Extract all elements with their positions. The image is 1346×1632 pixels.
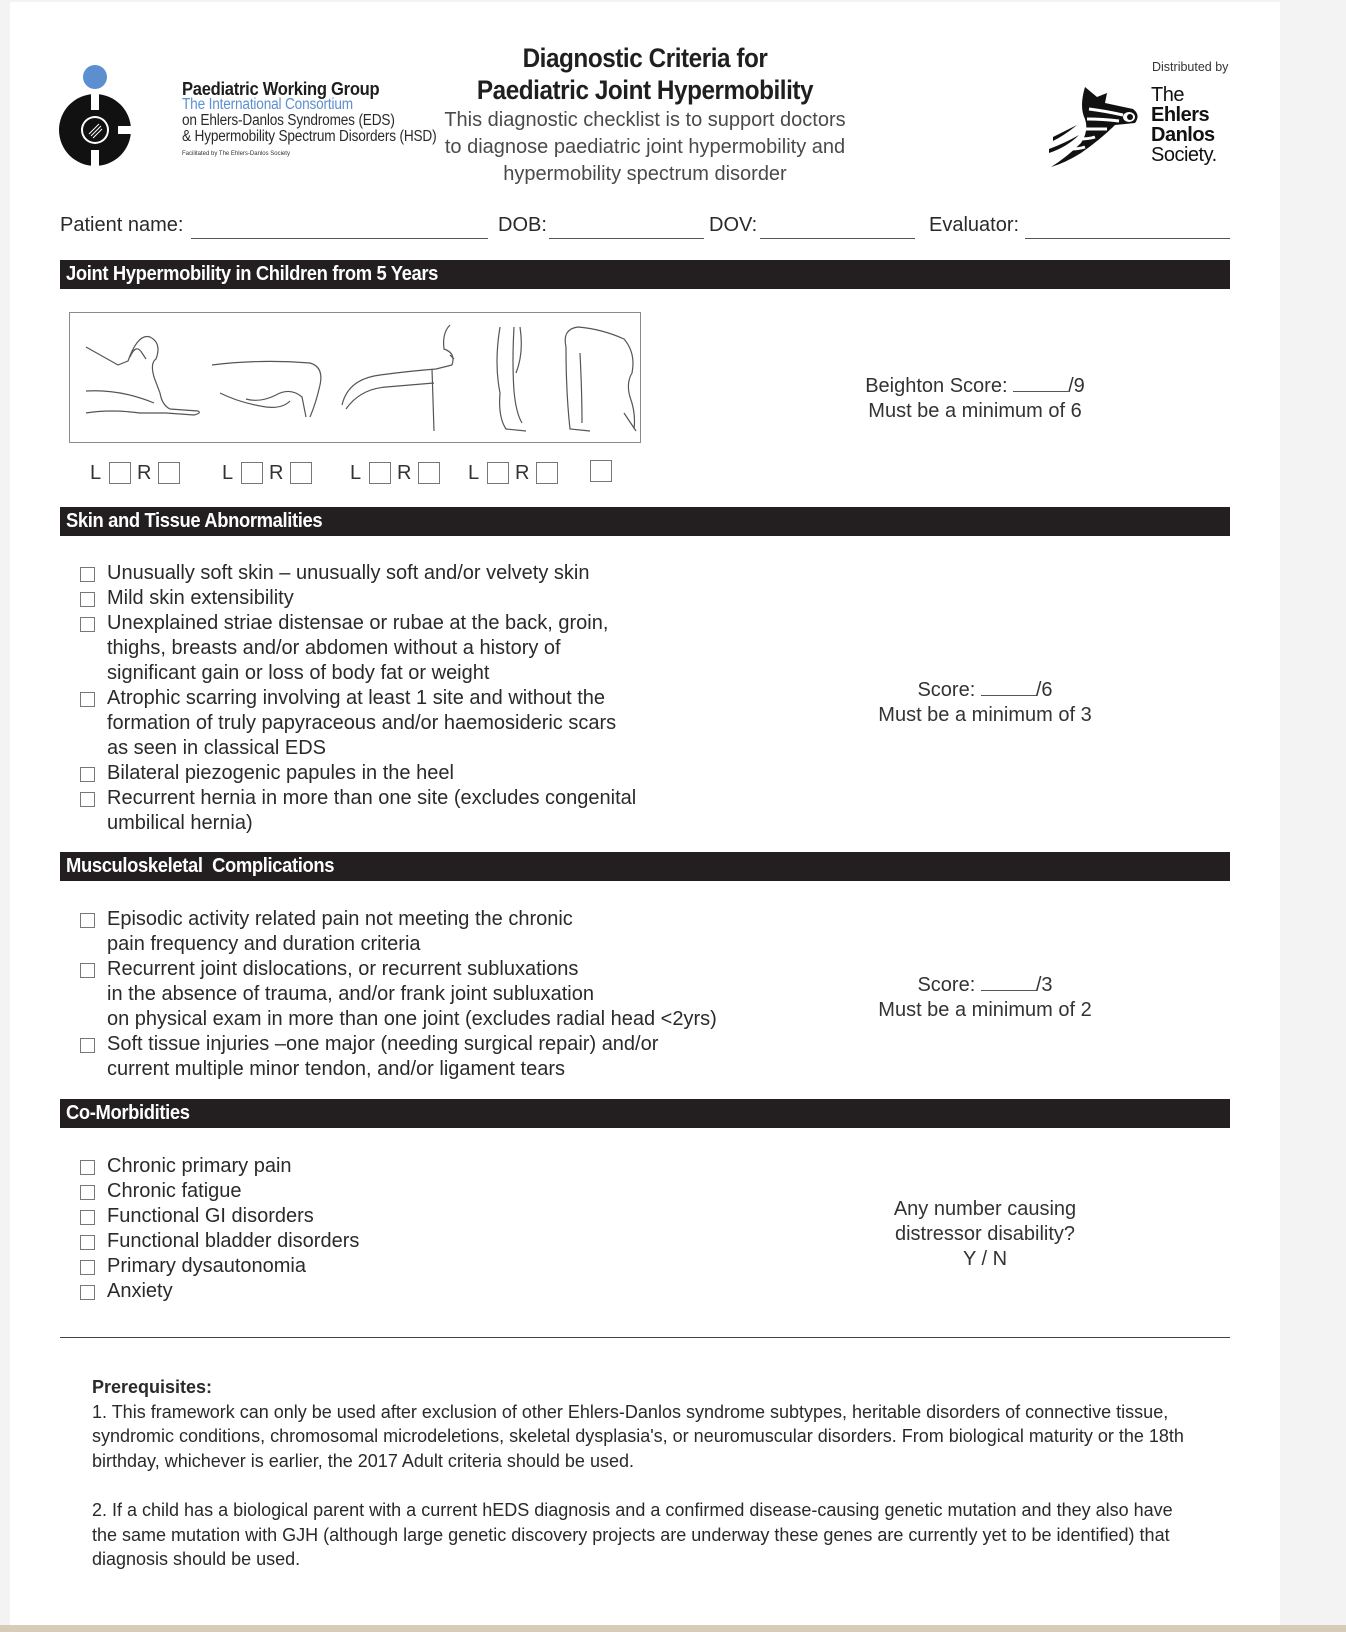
checklist-item [80, 1179, 359, 1204]
skin-score-max: /6 [1035, 679, 1053, 701]
checklist-item [80, 561, 636, 586]
skin-score-label: Score: [917, 679, 976, 701]
checklist-item-text: Anxiety [107, 1280, 173, 1302]
pwg-line-3: & Hypermobility Spectrum Disorders (HSD) [182, 128, 437, 145]
document-subtitle-line-1: This diagnostic checklist is to support doctors [444, 109, 846, 131]
musculoskeletal-checklist [80, 907, 717, 1082]
distributed-by-label: Distributed by [1152, 60, 1229, 74]
checklist-item-text: Primary dysautonomia [107, 1255, 306, 1277]
eds-name-line-4: Society. [1151, 144, 1217, 166]
checklist-item-text: Recurrent joint dislocations, or recurrent subluxations [107, 958, 579, 980]
right-label: R [269, 462, 284, 484]
checklist-item-text: Chronic fatigue [107, 1180, 242, 1202]
forward-bend-illustration [565, 327, 636, 431]
right-checkbox[interactable] [536, 462, 558, 484]
checkbox[interactable] [80, 1185, 95, 1200]
right-label: R [515, 462, 530, 484]
checklist-item [80, 586, 636, 611]
dov-field[interactable] [760, 238, 915, 239]
patient-name-label: Patient name: [60, 214, 184, 236]
left-label: L [468, 462, 480, 484]
dob-label: DOB: [498, 214, 547, 236]
checklist-item-text: as seen in classical EDS [107, 737, 326, 759]
musculoskeletal-score-max: /3 [1035, 974, 1053, 996]
pwg-logo [58, 64, 437, 174]
checklist-item-text: Soft tissue injuries –one major (needing surgical repair) and/or [107, 1033, 659, 1055]
checklist-item-text: thighs, breasts and/or abdomen without a history of [107, 637, 561, 659]
checkbox[interactable] [80, 1038, 95, 1053]
checkbox[interactable] [80, 1235, 95, 1250]
beighton-score-max: /9 [1068, 375, 1085, 397]
left-checkbox[interactable] [487, 462, 509, 484]
checklist-item-text: pain frequency and duration criteria [107, 933, 421, 955]
prerequisites-title: Prerequisites: [92, 1377, 213, 1397]
co-morbidities-checklist [80, 1154, 359, 1304]
right-checkbox[interactable] [158, 462, 180, 484]
question-line-2: distressor disability? [894, 1223, 1076, 1245]
prerequisite-2: 2. If a child has a biological parent with a current hEDS diagnosis and a confirmed disease-causing genetic mutation and they also have the same mutation with GJH (although large genetic discovery projects are underway these genes are currently yet to be identified) that diagnosis should be used. [92, 1500, 1173, 1569]
pwg-facilitated: Facilitated by The Ehlers-Danlos Society [182, 151, 290, 157]
divider [60, 1337, 1230, 1338]
forward-flexion-checkbox[interactable] [590, 460, 612, 482]
checklist-item [80, 907, 717, 957]
checklist-item-text: Unexplained striae distensae or rubae at the back, groin, [107, 612, 609, 634]
checklist-item-text: on physical exam in more than one joint (excludes radial head <2yrs) [107, 1008, 717, 1030]
checklist-item-text: Chronic primary pain [107, 1155, 292, 1177]
checklist-item [80, 1229, 359, 1254]
eds-name-line-3: Danlos [1151, 124, 1215, 146]
question-line-1: Any number causing [893, 1198, 1077, 1220]
document-title-block [430, 42, 860, 187]
checkbox[interactable] [80, 617, 95, 632]
checklist-item-text: formation of truly papyraceous and/or haemosideric scars [107, 712, 617, 734]
document-subtitle-line-3: hypermobility spectrum disorder [503, 163, 787, 185]
elbow-illustration [342, 325, 454, 431]
musculoskeletal-score-label: Score: [917, 974, 976, 996]
checkbox[interactable] [80, 963, 95, 978]
checkbox[interactable] [80, 1260, 95, 1275]
eds-society-name [1151, 85, 1217, 165]
beighton-score-note: Must be a minimum of 6 [868, 400, 1082, 422]
thumb-illustration [212, 361, 321, 417]
checklist-item [80, 611, 636, 686]
checkbox[interactable] [80, 767, 95, 782]
checkbox[interactable] [80, 1210, 95, 1225]
dob-field[interactable] [549, 238, 704, 239]
checklist-item-text: Mild skin extensibility [107, 587, 294, 609]
pwg-line-2: on Ehlers-Danlos Syndromes (EDS) [182, 112, 395, 129]
document-title-line-1: Diagnostic Criteria for [522, 43, 768, 73]
beighton-illustrations [69, 312, 641, 443]
beighton-score [845, 374, 1105, 424]
co-morbidities-question [855, 1197, 1115, 1272]
left-label: L [350, 462, 362, 484]
prerequisite-1: 1. This framework can only be used after exclusion of other Ehlers-Danlos syndrome subtypes, heritable disorders of connective tissue, syndromic conditions, chromosomal microdeletions, skeletal dysplasia's, or neuromuscular disorders. From biological maturity or the 18th birthday, whichever is earlier, the 2017 Adult criteria should be used. [92, 1401, 1184, 1471]
right-checkbox[interactable] [418, 462, 440, 484]
little-finger-illustration [86, 337, 199, 416]
right-label: R [137, 462, 152, 484]
skin-score-note: Must be a minimum of 3 [878, 704, 1092, 726]
skin-checklist [80, 561, 636, 836]
checklist-item-text: Episodic activity related pain not meeting the chronic [107, 908, 573, 930]
left-checkbox[interactable] [369, 462, 391, 484]
checklist-item-text: umbilical hernia) [107, 812, 253, 834]
zebra-icon [1045, 79, 1145, 169]
document-title-line-2: Paediatric Joint Hypermobility [476, 75, 814, 105]
checklist-item-text: in the absence of trauma, and/or frank joint subluxation [107, 983, 594, 1005]
left-label: L [90, 462, 102, 484]
patient-info-row [60, 214, 1230, 244]
section-header-musculoskeletal: Musculoskeletal Complications [60, 852, 1230, 881]
left-checkbox[interactable] [109, 462, 131, 484]
pwg-line-1: The International Consortium [182, 96, 353, 113]
checklist-item [80, 1279, 359, 1304]
eds-society-logo [1045, 57, 1245, 177]
consortium-logo-icon [58, 64, 138, 172]
beighton-score-field[interactable] [1013, 374, 1068, 392]
left-checkbox[interactable] [241, 462, 263, 484]
checkbox[interactable] [80, 792, 95, 807]
pwg-title: Paediatric Working Group [182, 79, 380, 99]
checklist-item-text: Unusually soft skin – unusually soft and/or velvety skin [107, 562, 590, 584]
checkbox[interactable] [80, 1160, 95, 1175]
patient-name-field[interactable] [191, 238, 488, 239]
checklist-item [80, 786, 636, 836]
checklist-item-text: Bilateral piezogenic papules in the heel [107, 762, 454, 784]
checklist-item [80, 686, 636, 761]
checklist-item-text: significant gain or loss of body fat or weight [107, 662, 490, 684]
prerequisites [92, 1375, 1212, 1597]
knee-illustration [497, 327, 526, 431]
musculoskeletal-score [855, 973, 1115, 1023]
checklist-item [80, 761, 636, 786]
section-header-skin-tissue: Skin and Tissue Abnormalities [60, 507, 1230, 536]
left-label: L [222, 462, 234, 484]
right-label: R [397, 462, 412, 484]
checkbox[interactable] [80, 692, 95, 707]
document-page [10, 2, 1280, 1625]
evaluator-field[interactable] [1025, 238, 1230, 239]
skin-score [855, 678, 1115, 728]
checkbox[interactable] [80, 567, 95, 582]
skin-score-field[interactable] [981, 678, 1036, 696]
checklist-item [80, 1032, 717, 1082]
eds-name-line-2: Ehlers [1151, 104, 1210, 126]
bottom-edge [0, 1625, 1346, 1632]
checkbox[interactable] [80, 1285, 95, 1300]
checklist-item-text: current multiple minor tendon, and/or ligament tears [107, 1058, 566, 1080]
section-header-joint-hypermobility: Joint Hypermobility in Children from 5 Years [60, 260, 1230, 289]
checklist-item [80, 1154, 359, 1179]
checklist-item [80, 957, 717, 1032]
eds-name-line-1: The [1151, 84, 1184, 106]
musculoskeletal-score-field[interactable] [981, 973, 1036, 991]
checkbox[interactable] [80, 913, 95, 928]
dov-label: DOV: [709, 214, 758, 236]
document-subtitle-line-2: to diagnose paediatric joint hypermobility and [444, 136, 846, 158]
beighton-score-label: Beighton Score: [865, 375, 1008, 397]
checklist-item-text: Recurrent hernia in more than one site (excludes congenital [107, 787, 637, 809]
evaluator-label: Evaluator: [929, 214, 1020, 236]
checklist-item-text: Functional GI disorders [107, 1205, 314, 1227]
checklist-item [80, 1254, 359, 1279]
checklist-item-text: Functional bladder disorders [107, 1230, 360, 1252]
checkbox[interactable] [80, 592, 95, 607]
right-checkbox[interactable] [290, 462, 312, 484]
checklist-item [80, 1204, 359, 1229]
musculoskeletal-score-note: Must be a minimum of 2 [878, 999, 1092, 1021]
checklist-item-text: Atrophic scarring involving at least 1 site and without the [107, 687, 606, 709]
yes-no-answer[interactable]: Y / N [962, 1248, 1008, 1270]
section-header-co-morbidities: Co-Morbidities [60, 1099, 1230, 1128]
